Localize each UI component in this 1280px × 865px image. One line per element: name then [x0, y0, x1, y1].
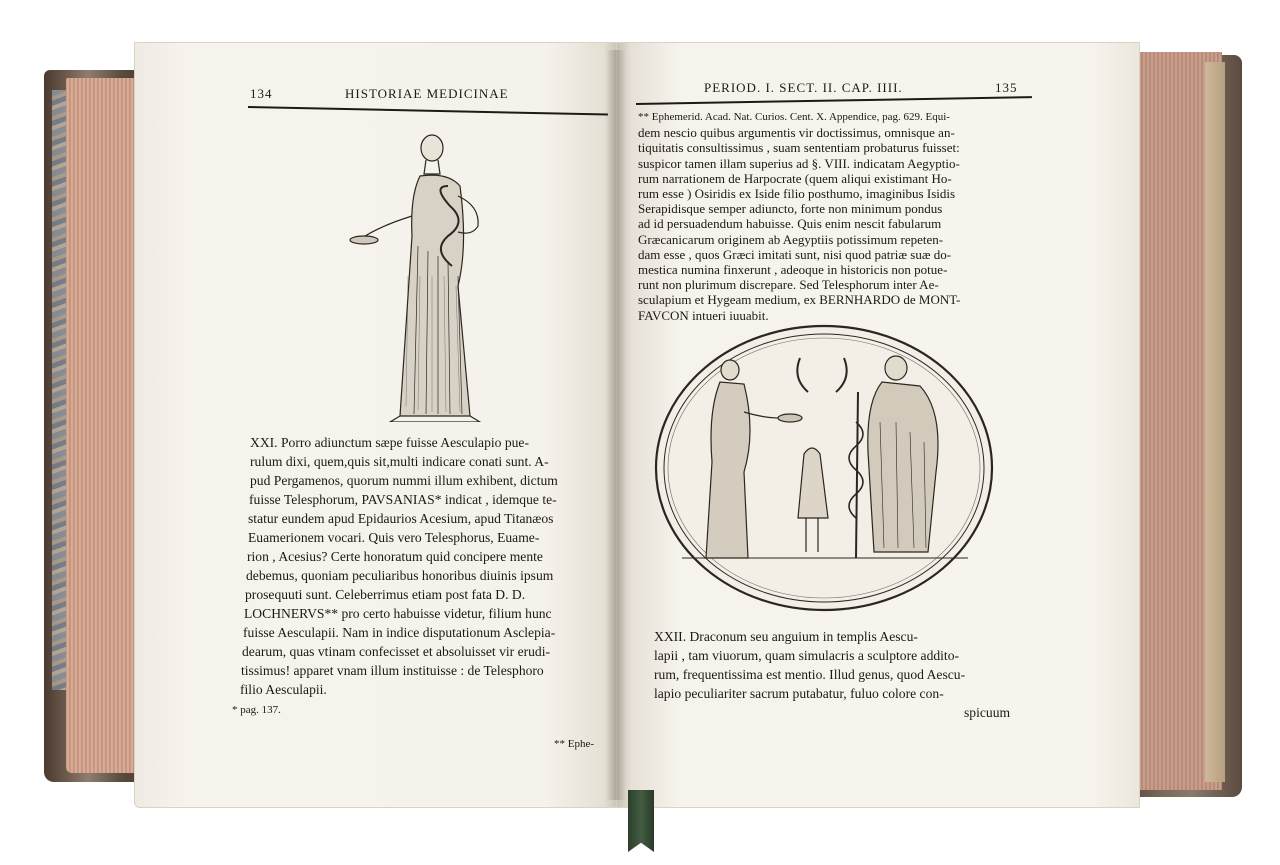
right-running-head: PERIOD. I. SECT. II. CAP. IIII. — [704, 80, 903, 95]
right-body-line: FAVCON intueri iuuabit. — [638, 307, 769, 323]
left-body-line: LOCHNERVS** pro certo habuisse videtur, filium hunc — [244, 606, 552, 621]
left-running-head: HISTORIAE MEDICINAE — [345, 86, 509, 101]
left-body-line: rion , Acesius? Certe honoratum quid concipere mente — [247, 549, 543, 564]
left-body-line: debemus, quoniam peculiaribus honoribus diuinis ipsum — [246, 568, 554, 583]
bookmark-ribbon — [628, 790, 654, 852]
right-body-line: tiquitatis consultissimus , suam sententiam probaturus fuisset: — [638, 140, 960, 156]
left-body-line: filio Aesculapii. — [240, 682, 327, 697]
hygieia-engraving — [340, 126, 500, 422]
right-body-line: mestica numina finxerunt , adeoque in historicis non potue- — [638, 262, 948, 277]
right-body-line: rum narrationem de Harpocrate (quem aliqui existimant Ho- — [638, 170, 952, 186]
right-body-line: rum, frequentissima est mentio. Illud genus, quod Aescu- — [654, 667, 966, 682]
gutter-shadow — [606, 50, 626, 800]
right-catchword: spicuum — [964, 705, 1011, 720]
left-body-line: fuisse Aesculapii. Nam in indice disputationum Asclepia- — [243, 625, 556, 640]
right-body-line: lapio peculiariter sacrum putabatur, fuluo colore con- — [654, 686, 944, 701]
left-footnote: * pag. 137. — [232, 704, 281, 716]
telesphorus-medallion-engraving — [652, 322, 996, 614]
right-body-line: XXII. Draconum seu anguium in templis Aescu- — [654, 629, 918, 644]
left-body-line: fuisse Telesphorum, PAVSANIAS* indicat , idemque te- — [249, 492, 557, 507]
right-body-line: dam esse , quos Græci imitati sunt, nisi quod patriæ suæ do- — [638, 246, 952, 262]
right-body-line: rum esse ) Osiridis ex Iside filio posthumo, imaginibus Isidis — [638, 186, 956, 201]
right-body-line: runt non plurimum discrepare. Sed Telesphorum inter Ae- — [638, 277, 939, 293]
right-body-line: sculapium et Hygeam medium, ex BERNHARDO de MONT- — [638, 292, 961, 308]
left-body-line: prosequuti sunt. Celeberrimus etiam post fata D. D. — [245, 587, 526, 602]
left-body-line: pud Pergamenos, quorum nummi illum exhibent, dictum — [250, 473, 558, 488]
right-body-line: Serapidisque semper adiuncto, forte non minimum pondus — [638, 201, 943, 217]
left-body-line: dearum, quas vtinam confecisset et absoluisset vir erudi- — [242, 644, 551, 659]
right-page-number: 135 — [995, 80, 1018, 95]
right-body-line: suspicor tamen illam superius ad §. VIII. indicatam Aegyptio- — [638, 155, 960, 171]
left-body-line: statur eundem apud Epidaurios Acesium, apud Titanæos — [248, 511, 554, 526]
left-body-line: rulum dixi, quem,quis sit,multi indicare conati sunt. A- — [250, 454, 549, 469]
left-body-line: tissimus! apparet vnam illum instituisse : de Telesphoro — [241, 663, 544, 678]
left-page-number: 134 — [250, 86, 273, 101]
right-body-line: dem nescio quibus argumentis vir doctissimus, omnisque an- — [638, 125, 955, 141]
right-footnote-ref: ** Ephemerid. Acad. Nat. Curios. Cent. X. Appendice, pag. 629. Equi- — [638, 111, 950, 123]
right-body-line: lapii , tam viuorum, quam simulacris a sculptore addito- — [654, 648, 960, 663]
right-page-edges-light — [1205, 62, 1225, 782]
left-body-line: XXI. Porro adiunctum sæpe fuisse Aesculapio pue- — [250, 435, 529, 450]
right-body-line: Græcanicarum originem ab Aegyptiis potissimum repeten- — [638, 231, 944, 247]
right-body-line: ad id persuadendum habuisse. Quis enim nescit fabularum — [638, 216, 942, 232]
left-catchword: ** Ephe- — [554, 738, 595, 750]
left-body-line: Euamerionem vocari. Quis vero Telesphorus, Euame- — [248, 530, 540, 545]
